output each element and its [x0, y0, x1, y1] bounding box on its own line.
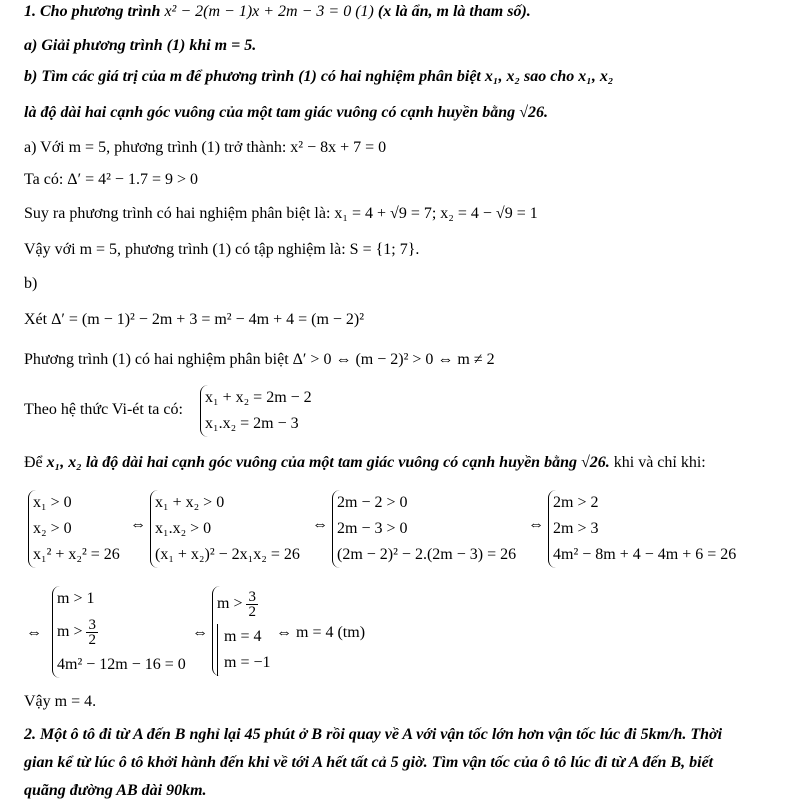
fraction-3-2-b: $\frac{3}{2}$	[248, 588, 256, 620]
condition-statement: Để x₁, x₂ là độ dài hai cạnh góc vuông của một tam giác vuông có cạnh huyền bằng √26. khi và chỉ khi:	[24, 454, 706, 471]
iff-symbol-2: ⇔	[312, 516, 328, 533]
problem-1-title: 1. Cho phương trình x² − 2(m − 1)x + 2m − 3 = 0 (1) (x là ẩn, m là tham số).	[24, 3, 531, 20]
viete-system: x₁ + x₂ = 2m − 2 x₁.x₂ = 2m − 3	[200, 385, 312, 437]
conclusion: Vậy m = 4.	[24, 693, 97, 710]
answer-a-line2: Ta có: Δ′ = 4² − 1.7 = 9 > 0	[24, 171, 198, 188]
result-line: ⇔ m = 4 (tm)	[276, 624, 366, 641]
answer-a-line4: Vậy với m = 5, phương trình (1) có tập nghiệm là: S = {1; 7}.	[24, 241, 420, 258]
answer-a-line1: a) Với m = 5, phương trình (1) trở thành: x² − 8x + 7 = 0	[24, 139, 387, 156]
system-e: m > 1 m > $\frac{3}{2}$ 4m² − 12m − 16 = 0	[52, 586, 186, 678]
problem-2-line3: quãng đường AB dài 90km.	[24, 782, 207, 799]
problem-2-line1: 2. Một ô tô đi từ A đến B nghỉ lại 45 phút ở B rồi quay về A với vận tốc lớn hơn vận tốc lúc đi 5km/h. Thời	[24, 726, 723, 743]
iff-symbol-3: ⇔	[528, 516, 544, 533]
answer-b-label: b)	[24, 275, 38, 292]
condition-line: Phương trình (1) có hai nghiệm phân biệt Δ′ > 0 ⇔ (m − 2)² > 0 ⇔ m ≠ 2	[24, 351, 495, 368]
answer-a-line3: Suy ra phương trình có hai nghiệm phân biệt là: x₁ = 4 + √9 = 7; x₂ = 4 − √9 = 1	[24, 205, 538, 222]
fraction-3-2: $\frac{3}{2}$	[88, 616, 96, 648]
question-b-line2: là độ dài hai cạnh góc vuông của một tam giác vuông có cạnh huyền bằng √26.	[24, 104, 548, 121]
question-b-line1: b) Tìm các giá trị của m để phương trình (1) có hai nghiệm phân biệt x₁, x₂ sao cho x₁, x₂	[24, 68, 614, 85]
or-bracket: m = 4 m = −1	[217, 624, 271, 676]
iff-symbol-5: ⇔	[192, 624, 208, 641]
problem-2-line2: gian kể từ lúc ô tô khởi hành đến khi về tới A hết tất cả 5 giờ. Tìm vận tốc của ô tô lúc đi từ A đến B, biết	[24, 754, 714, 771]
system-f: m > $\frac{3}{2}$ m = 4 m = −1	[212, 586, 271, 676]
iff-symbol-1: ⇔	[130, 516, 146, 533]
system-c: 2m − 2 > 0 2m − 3 > 0 (2m − 2)² − 2.(2m − 3) = 26	[332, 490, 516, 568]
system-b: x₁ + x₂ > 0 x₁.x₂ > 0 (x₁ + x₂)² − 2x₁x₂ = 26	[150, 490, 300, 568]
question-a: a) Giải phương trình (1) khi m = 5.	[24, 37, 257, 54]
delta-line: Xét Δ′ = (m − 1)² − 2m + 3 = m² − 4m + 4 = (m − 2)²	[24, 311, 365, 328]
system-a: x₁ > 0 x₂ > 0 x₁² + x₂² = 26	[28, 490, 120, 568]
viete-label: Theo hệ thức Vi-ét ta có:	[24, 401, 183, 418]
iff-symbol-4: ⇔	[26, 624, 42, 641]
system-d: 2m > 2 2m > 3 4m² − 8m + 4 − 4m + 6 = 26	[548, 490, 736, 568]
